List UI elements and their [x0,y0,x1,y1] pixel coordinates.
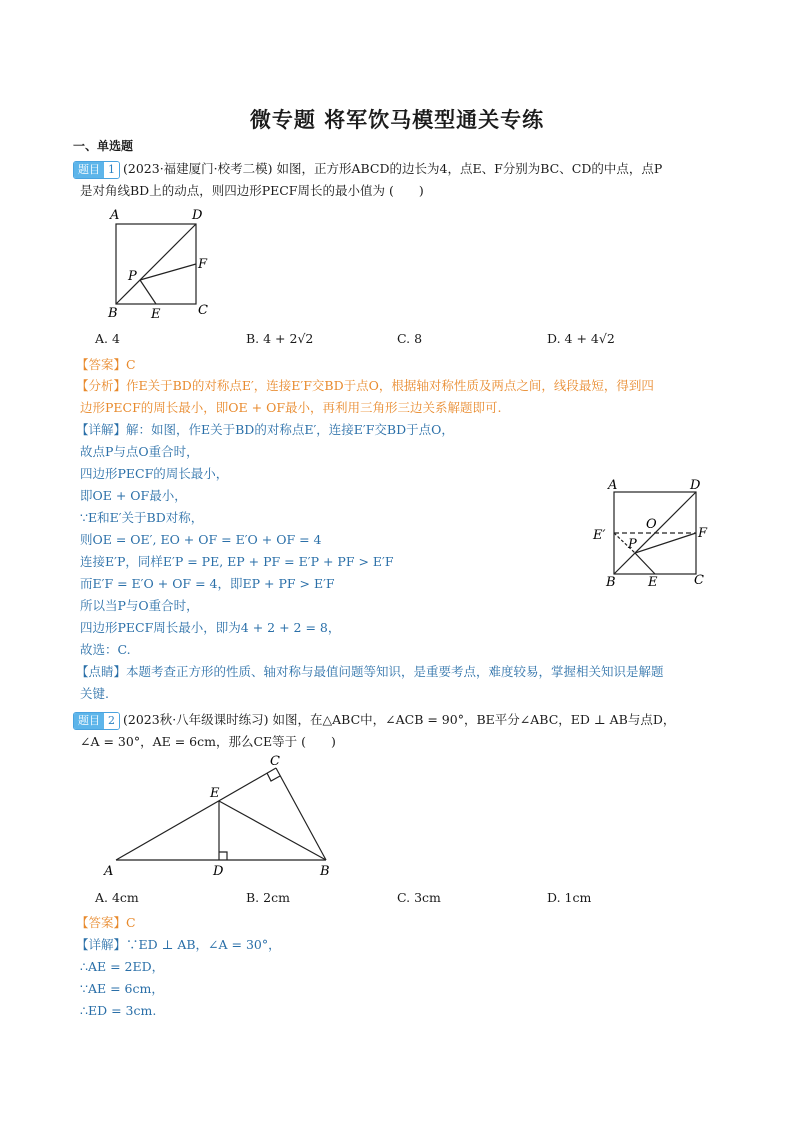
label2-p: P [628,537,637,552]
label-p: P [128,269,137,284]
page-title: 微专题 将军饮马模型通关专练 [249,107,545,132]
q1-comment-2: 关键. [80,686,109,701]
q2-option-a: A. 4cm [95,890,139,905]
label2-e: E [648,575,658,590]
label-q2-c: C [270,754,280,769]
q1-option-d: D. 4 + 4√2 [547,331,615,346]
label2-a: A [608,478,618,493]
q1-line1 [73,160,662,179]
label2-f: F [698,526,708,541]
label-b: B [108,306,118,321]
label-q2-e: E [210,786,220,801]
q1-stem-1: (2023·福建厦门·校考二模) 如图，正方形ABCD的边长为4，点E、F分别为BC、CD的中点，点P [123,161,663,176]
q1-option-c: C. 8 [397,331,423,346]
q1-detail-3: 即OE + OF最小， [80,488,187,503]
q2-answer: 【答案】C [76,915,136,930]
q2-option-d: D. 1cm [547,890,592,905]
q1-detail-4: ∵E和E′关于BD对称， [80,510,204,525]
q1-answer: 【答案】C [76,357,136,372]
q1-detail-0: 【详解】解：如图，作E关于BD的对称点E′，连接E′F交BD于点O， [76,422,454,437]
section-heading: 一、单选题 [73,139,134,153]
q2-stem-1: (2023秋·八年级课时练习) 如图，在△ABC中，∠ACB = 90°，BE平分∠ABC，ED ⊥ AB与点D， [123,712,676,727]
q2-line1 [73,711,675,730]
q1-detail-2: 四边形PECF的周长最小， [80,466,229,481]
q1-analysis-2: 边形PECF的周长最小，即OE + OF最小，再利用三角形三边关系解题即可. [80,400,502,415]
q1-option-a: A. 4 [95,331,120,346]
q2-detail-0: 【详解】∵ED ⊥ AB，∠A = 30°， [76,937,281,952]
q1-detail-10: 故选：C. [80,642,131,657]
label-c: C [198,303,208,318]
q1-option-b: B. 4 + 2√2 [246,331,314,346]
q2-detail-2: ∵AE = 6cm， [80,981,164,996]
q2-figure [100,752,340,882]
segment-pe-2 [635,553,655,574]
q1-stem-2: 是对角线BD上的动点，则四边形PECF周长的最小值为 ( ) [80,183,424,198]
q1-comment-1: 【点睛】本题考查正方形的性质、轴对称与最值问题等知识，是重要考点，难度较易，掌握相关知识是解题 [76,664,664,679]
right-angle-c [267,773,280,781]
q1-detail-8: 所以当P与O重合时， [80,598,199,613]
q1-detail-7: 而E′F = E′O + OF = 4，即EP + PF > E′F [80,576,335,591]
right-angle-d [219,852,227,860]
q2-option-b: B. 2cm [246,890,290,905]
label2-c: C [694,573,704,588]
q1-badge: 题目 1 [73,161,120,179]
q1-figure [100,204,220,322]
q1-analysis-1: 【分析】作E关于BD的对称点E′，连接E′F交BD于点O，根据轴对称性质及两点之间，线段最短，得到四 [76,378,654,393]
q1-detail-9: 四边形PECF周长最小，即为4 + 2 + 2 = 8， [80,620,341,635]
label2-e-prime: E′ [593,528,606,543]
q2-detail-3: ∴ED = 3cm. [80,1003,157,1018]
label2-d: D [690,478,701,493]
segment-pe [140,280,156,304]
label-f: F [198,257,208,272]
label-q2-d: D [213,864,224,879]
q1-detail-6: 连接E′P，同样E′P = PE, EP + PF = E′P + PF > E′F [80,554,394,569]
side-ac [116,768,276,860]
label2-b: B [606,575,616,590]
q1-detail-1: 故点P与点O重合时， [80,444,199,459]
label-d: D [192,208,203,223]
label-a: A [110,208,120,223]
diagonal-bd [116,224,196,304]
q2-stem-2: ∠A = 30°，AE = 6cm，那么CE等于 ( ) [80,734,336,749]
q1-detail-5: 则OE = OE′, EO + OF = E′O + OF = 4 [80,532,322,547]
q2-detail-1: ∴AE = 2ED， [80,959,165,974]
segment-pf-2 [635,533,696,553]
label-q2-a: A [104,864,114,879]
q2-badge: 题目 2 [73,712,120,730]
q2-option-c: C. 3cm [397,890,441,905]
label-e: E [151,307,161,322]
label-q2-b: B [320,864,330,879]
label2-o: O [646,517,657,532]
q1-solution-figure [590,474,720,592]
